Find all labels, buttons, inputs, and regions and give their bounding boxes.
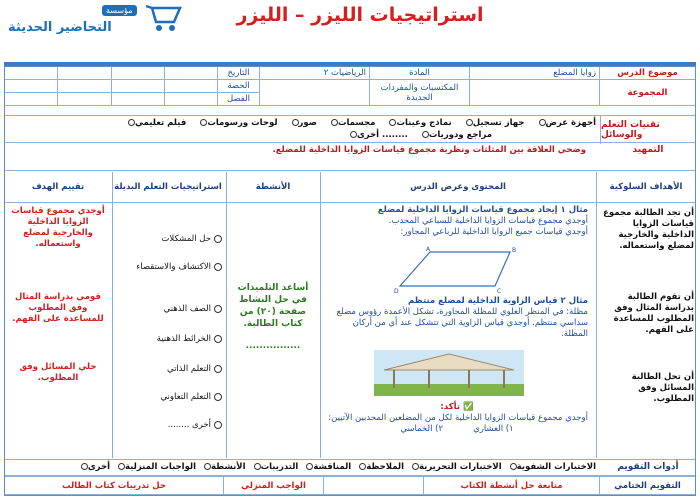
check-items [326,424,588,435]
class-cell-1 [164,93,217,106]
radio-circle-icon [350,131,357,138]
radio-circle-icon [214,305,222,313]
final-label: التقويم الختامي [600,477,696,495]
brand-badge: مؤسسة [102,5,137,16]
radio-circle-icon [510,463,517,470]
vocab-value [260,80,370,106]
check-text: أوجدي مجموع قياسات الزوايا الداخلية لكل من المضلعين المحدبين الآتيين: [328,413,588,423]
group-value [470,80,600,106]
content-col-divider [320,172,321,458]
radio-circle-icon [214,393,222,401]
vocab-label: المكتسبات والمفردات الجديدة [370,80,470,106]
check-label: ✅ تأكد: [440,402,474,412]
period-cell-2 [111,80,164,93]
evaluation-1: أوجدي مجموع قياسات الزوايا الداخلية والخارجية لمضلع واستعماله. [11,206,105,249]
brand-logo-box [2,2,188,40]
group-label: المجموعة [600,80,696,106]
period-cell-3 [58,80,111,93]
check-item: ٢) الخماسي [400,424,444,434]
example-2-text: مظلة: في المنظر العلوي للمظلة المجاورة، تشكل الأعمدة رؤوس مضلع سداسي منتظم. أوجدي قياس الزاوية التي تتشكل عند أي من أركان المظلة. [336,307,588,339]
example-1-line-1: أوجدي مجموع قياسات الزوايا الداخلية للسباعي المحدب. [388,216,588,226]
page-title: استراتيجيات الليزر – الليزر [236,4,484,26]
content-example-1 [326,205,588,238]
class-cell-4 [5,93,58,106]
assessment-option[interactable]: التدريبات [252,462,299,472]
strategies-col-divider [112,172,113,458]
vertex-label: D [394,288,399,294]
radio-circle-icon [214,365,222,373]
evaluation-3: حلي المسائل وفق المطلوب. [19,362,97,383]
radio-circle-icon [214,335,222,343]
tool-option[interactable]: نماذج وعينات [387,118,451,128]
activity-dots: ................ [245,341,301,351]
radio-circle-icon [539,119,546,126]
col-header-evaluation: تقييم الهدف [31,182,85,192]
col-header-strategies: استراتيجيات التعلم البديلة [114,182,222,192]
tool-option[interactable]: جهاز تسجيل [464,118,525,128]
date-cell-1 [164,67,217,80]
objective-2: أن تقوم الطالبة بدراسة المثال وفق المطلوب للمساعدة على الفهم. [613,292,694,335]
topic-value: زوايا المضلع [470,67,600,80]
topic-label: موضوع الدرس [600,67,696,80]
radio-circle-icon [412,463,419,470]
strategy-item[interactable]: حل المشكلات [118,234,222,245]
strategy-item[interactable]: الخرائط الذهنية [118,334,222,345]
brand-name: التحاضير الحديثة [8,20,112,35]
vertex-label: A [426,246,431,253]
tool-option[interactable]: صور [290,118,317,128]
example-2-title: مثال ٢ قياس الزاوية الداخلية لمضلع منتظم [408,296,588,306]
radio-circle-icon [118,463,125,470]
tool-option[interactable]: مجسمات [329,118,375,128]
radio-circle-icon [214,421,222,429]
intro-row [4,145,696,159]
radio-circle-icon [128,119,135,126]
assessment-options [79,462,596,472]
content-check [326,402,588,435]
vertex-label: C [497,288,502,294]
radio-circle-icon [204,463,211,470]
final-assessment-row [4,475,696,495]
period-cell-4 [5,80,58,93]
tools-options-row-2 [0,130,492,140]
tool-option[interactable]: مراجع ودوريات [420,130,492,140]
objectives-col-divider [596,172,597,458]
learning-tools-row [4,115,696,143]
grid-header-line [4,202,696,203]
quadrilateral-figure [390,246,530,294]
strategy-item[interactable]: أخرى ........ [118,420,222,431]
col-header-content: المحتوى وعرض الدرس [410,182,506,192]
content-example-2 [326,296,588,340]
col-header-objectives: الأهداف السلوكية [609,182,683,192]
class-cell-2 [111,93,164,106]
lesson-info-table [4,66,696,106]
page-header [0,0,700,44]
date-cell-3 [58,67,111,80]
date-cell-2 [111,67,164,80]
class-cell-3 [58,93,111,106]
strategy-item[interactable]: التعلم التعاوني [118,392,222,403]
assessment-option[interactable]: الاختبارات الشفوية [508,462,596,472]
tools-label: تقنيات التعلم والوسائل [600,116,696,144]
date-cell-4 [5,67,58,80]
objective-1: أن تجد الطالبة مجموع قياسات الزوايا الداخلية والخارجية لمضلع واستعماله. [603,208,694,251]
subject-value: الرياضيات ٢ [260,67,370,80]
period-label: الحصة [218,80,260,93]
check-icon: ✅ [460,402,474,412]
tool-option[interactable]: فيلم تعليمي [126,118,186,128]
tool-option[interactable]: لوحات ورسومات [198,118,277,128]
radio-circle-icon [466,119,473,126]
radio-circle-icon [292,119,299,126]
radio-circle-icon [214,235,222,243]
strategy-item[interactable]: الصف الذهني [118,304,222,315]
final-empty [324,477,424,495]
col-header-activities: الأنشطة [255,182,291,192]
activity-text: أساعد التلميذات في حل النشاط صفحة (٢٠) من كتاب الطالبة. [237,283,309,329]
radio-circle-icon [254,463,261,470]
subject-label: المادة [370,67,470,80]
assessment-option[interactable]: الأنشطة [202,462,246,472]
vertex-label: B [512,247,517,254]
objective-3: أن تحل الطالبة المسائل وفق المطلوب. [631,372,694,404]
assessment-label: أدوات التقويم [617,462,679,472]
activities-col-divider [226,172,227,458]
final-book-followup: متابعة حل أنشطة الكتاب [424,477,600,495]
assessment-option[interactable]: الملاحظة [357,462,404,472]
example-1-title: مثال ١ إيجاد مجموع قياسات الزوايا الداخلية لمضلع [377,205,588,215]
strategy-item[interactable]: التعلم الذاتي [118,364,222,375]
strategy-item[interactable]: الاكتشاف والاستقصاء [118,262,222,273]
tool-option[interactable]: أجهزة عرض [537,118,596,128]
assessment-option[interactable]: الاختبارات التحريرية [410,462,502,472]
check-item: ١) العشاري [473,424,514,434]
umbrella-pavilion-image [374,350,524,396]
period-cell-1 [164,80,217,93]
intro-text: وضحي العلاقة بين المثلثات ونظرية مجموع قياسات الزوايا الداخلية للمضلع. [272,145,586,155]
tool-option[interactable]: أخرى ........ [348,130,408,140]
tools-options-row-1 [6,118,596,128]
assessment-option[interactable]: الواجبات المنزلية [116,462,196,472]
assessment-row [4,459,696,474]
assessment-option[interactable]: أخرى [79,462,110,472]
assessment-option[interactable]: المناقشة [304,462,351,472]
radio-circle-icon [81,463,88,470]
final-student-exercises: حل تدريبات كتاب الطالب [5,477,224,495]
final-homework: الواجب المنزلي [224,477,324,495]
intro-label: التمهيد [632,145,664,155]
radio-circle-icon [422,131,429,138]
grid-top-line [4,170,696,171]
evaluation-2: قومي بدراسة المثال وفق المطلوب للمساعدة على الفهم. [12,292,104,324]
example-1-line-2: أوجدي قياسات جميع الزوايا الداخلية للرباعي المجاور: [400,227,588,237]
radio-circle-icon [214,263,222,271]
brand-logo [2,2,192,42]
radio-circle-icon [331,119,338,126]
class-label: الفصل [218,93,260,106]
date-label: التاريخ [218,67,260,80]
